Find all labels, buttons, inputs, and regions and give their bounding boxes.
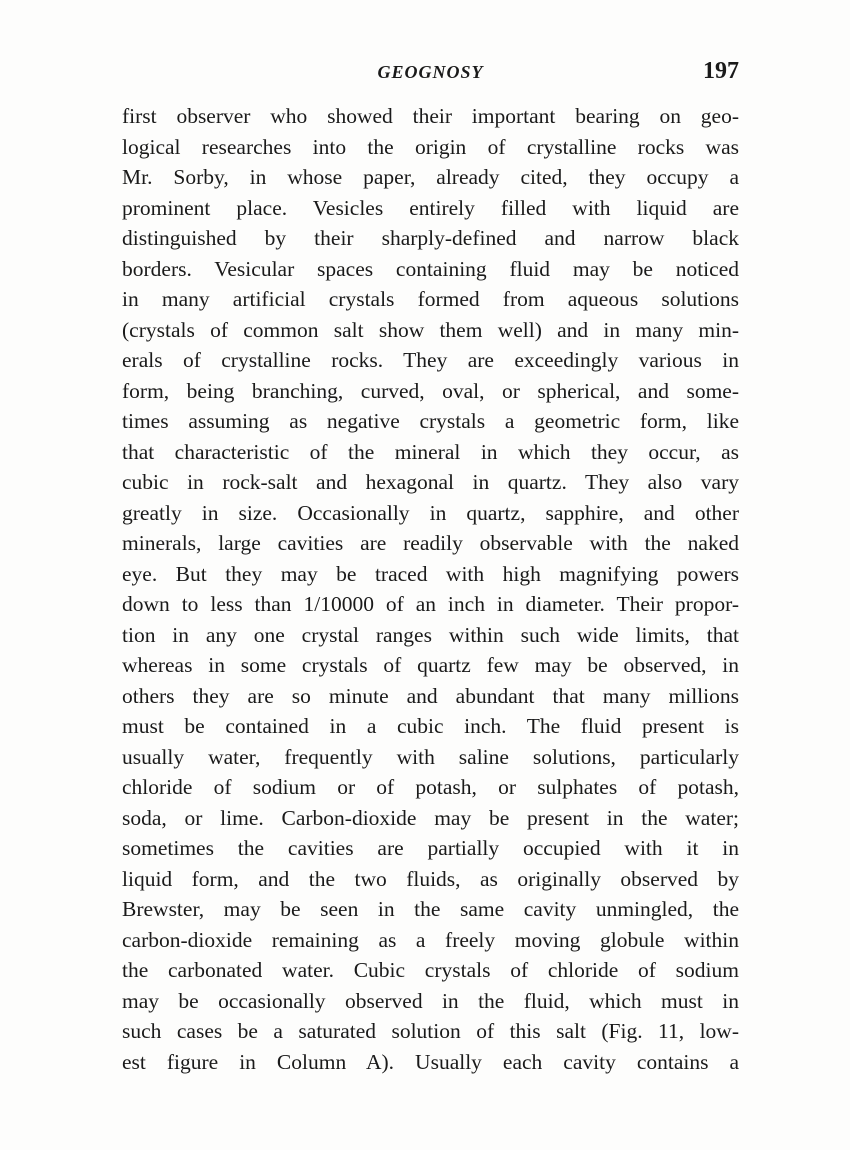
text-line: down to less than 1/10000 of an inch in diameter. Their propor-	[122, 592, 739, 616]
text-line: such cases be a saturated solution of this salt (Fig. 11, low-	[122, 1019, 739, 1043]
text-line: borders. Vesicular spaces containing fluid may be noticed	[122, 256, 739, 281]
text-line: first observer who showed their important bearing on geo-	[122, 104, 739, 128]
text-line: Brewster, may be seen in the same cavity unmingled, the	[122, 897, 739, 921]
text-line: must be contained in a cubic inch. The fluid present is	[122, 714, 739, 738]
text-line: Mr. Sorby, in whose paper, already cited, they occupy a	[122, 165, 739, 189]
text-line: tion in any one crystal ranges within such wide limits, that	[122, 622, 739, 647]
running-title: GEOGNOSY	[377, 62, 484, 82]
text-line: eye. But they may be traced with high magnifying powers	[122, 561, 739, 586]
text-line: minerals, large cavities are readily observable with the naked	[122, 531, 739, 555]
text-line: soda, or lime. Carbon-dioxide may be present in the water;	[122, 805, 739, 830]
text-line: prominent place. Vesicles entirely filled with liquid are	[122, 195, 739, 220]
text-line: whereas in some crystals of quartz few may be observed, in	[122, 653, 739, 677]
text-line: sometimes the cavities are partially occupied with it in	[122, 836, 739, 860]
text-line: the carbonated water. Cubic crystals of chloride of sodium	[122, 958, 739, 982]
text-line: may be occasionally observed in the fluid, which must in	[122, 988, 739, 1013]
page-number: 197	[703, 58, 739, 84]
text-line: distinguished by their sharply-defined and narrow black	[122, 226, 739, 250]
text-line: logical researches into the origin of crystalline rocks was	[122, 134, 739, 159]
text-line: est figure in Column A). Usually each cavity contains a	[122, 1049, 739, 1074]
text-line: cubic in rock-salt and hexagonal in quartz. They also vary	[122, 470, 739, 494]
text-line: that characteristic of the mineral in which they occur, as	[122, 439, 739, 464]
text-line: (crystals of common salt show them well) and in many min-	[122, 317, 739, 342]
text-line: greatly in size. Occasionally in quartz, sapphire, and other	[122, 500, 739, 525]
text-line: others they are so minute and abundant that many millions	[122, 683, 739, 708]
text-line: times assuming as negative crystals a geometric form, like	[122, 409, 739, 433]
text-line: carbon-dioxide remaining as a freely moving globule within	[122, 927, 739, 952]
body-text	[122, 101, 739, 1077]
text-line: usually water, frequently with saline solutions, particularly	[122, 744, 739, 769]
text-line: liquid form, and the two fluids, as originally observed by	[122, 866, 739, 891]
text-line: form, being branching, curved, oval, or spherical, and some-	[122, 378, 739, 403]
text-line: chloride of sodium or of potash, or sulphates of potash,	[122, 775, 739, 799]
text-line: erals of crystalline rocks. They are exceedingly various in	[122, 348, 739, 372]
page-header	[122, 58, 739, 90]
text-line: in many artificial crystals formed from aqueous solutions	[122, 287, 739, 311]
